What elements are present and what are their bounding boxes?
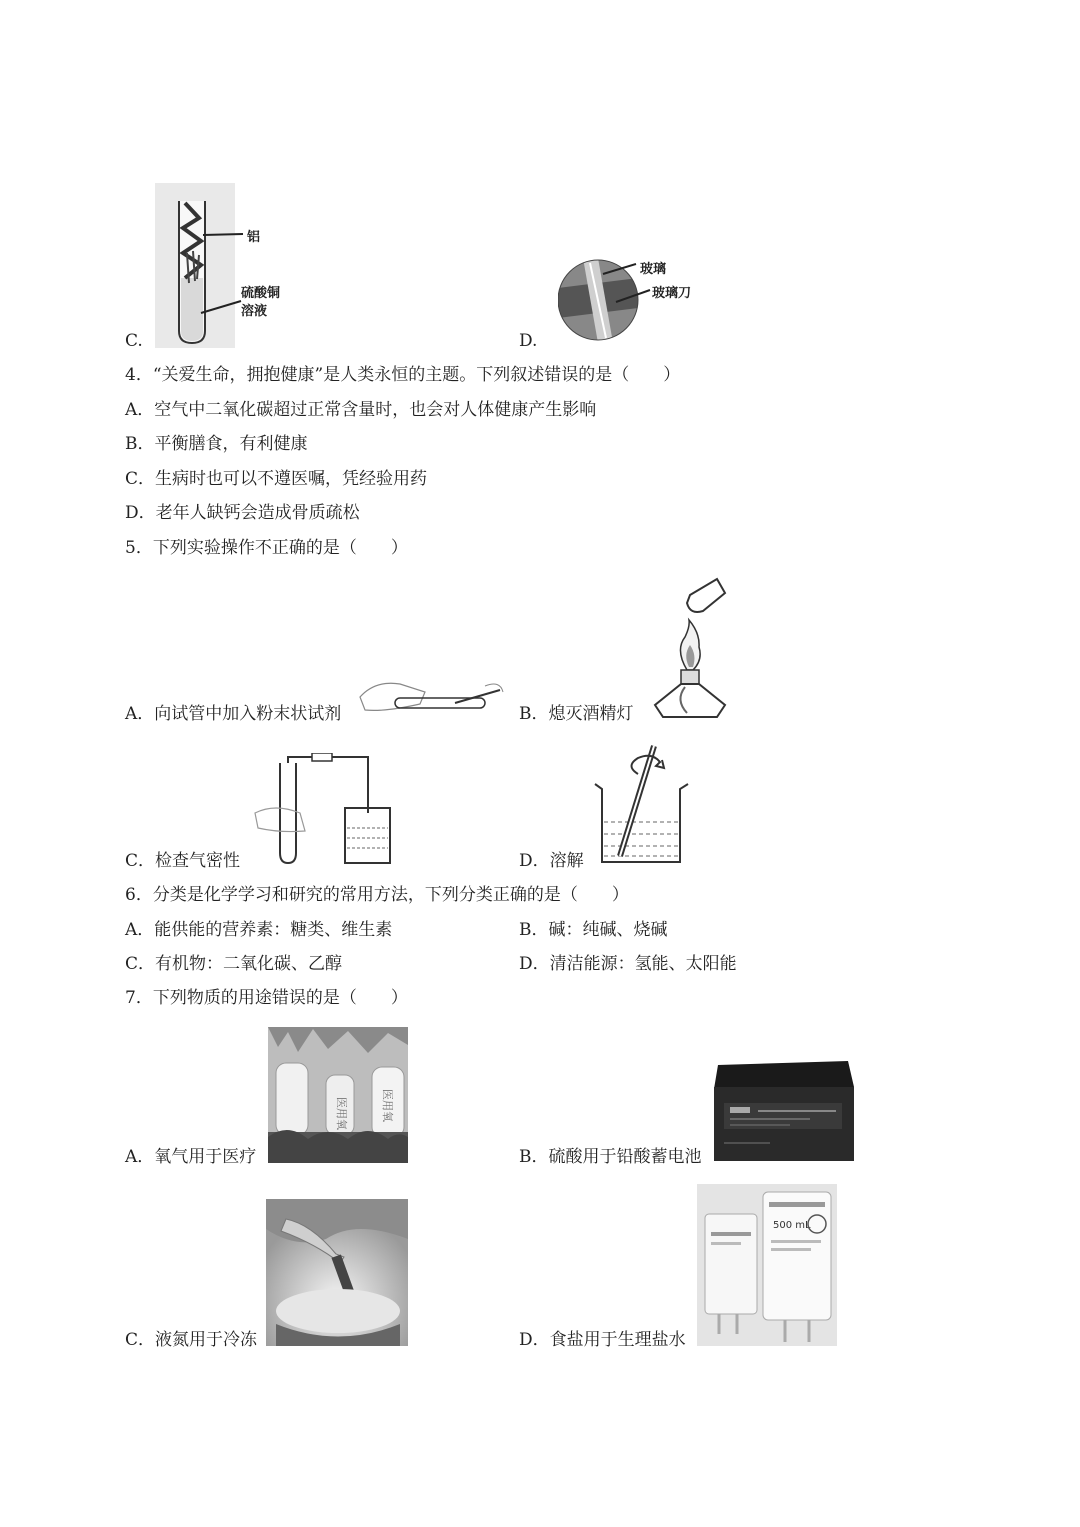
label-glass: 玻璃 [640, 262, 667, 277]
option-c-label: C. [125, 331, 143, 351]
question-4-stem: 4．“关爱生命，拥抱健康”是人类永恒的主题。下列叙述错误的是（ ） [125, 365, 681, 385]
question-7-option-d: D．食盐用于生理盐水 [519, 1330, 686, 1350]
tank-2-text: 医用氧 [381, 1089, 394, 1122]
question-5-option-d: D．溶解 [519, 851, 584, 871]
question-5-option-a: A．向试管中加入粉末状试剂 [125, 704, 342, 724]
question-7-option-b: B．硫酸用于铅酸蓄电池 [519, 1147, 702, 1167]
liquid-nitrogen-photo [266, 1199, 408, 1346]
test-tube-aluminum-figure [155, 183, 295, 348]
question-5-stem: 5．下列实验操作不正确的是（ ） [125, 538, 408, 558]
option-d-label: D. [519, 331, 538, 351]
question-5-option-c: C．检查气密性 [125, 851, 241, 871]
label-copper-sulfate: 硫酸铜 [241, 286, 281, 301]
question-7-option-a: A．氧气用于医疗 [125, 1147, 257, 1167]
medical-oxygen-tanks-photo [268, 1027, 408, 1163]
question-6-option-a: A．能供能的营养素：糖类、维生素 [125, 920, 393, 940]
label-glass-cutter: 玻璃刀 [652, 286, 692, 301]
airtightness-check-figure [250, 753, 410, 868]
question-6-option-d: D．清洁能源：氢能、太阳能 [519, 954, 737, 974]
question-6-option-b: B．碱：纯碱、烧碱 [519, 920, 668, 940]
iv-volume-text: 500 mL [773, 1220, 811, 1231]
alcohol-lamp-figure [645, 575, 735, 725]
question-5-option-b: B．熄灭酒精灯 [519, 704, 634, 724]
label-aluminum: 铝 [247, 230, 261, 245]
label-solution: 溶液 [241, 304, 268, 319]
question-6-stem: 6．分类是化学学习和研究的常用方法，下列分类正确的是（ ） [125, 885, 629, 905]
saline-iv-bags-photo [697, 1184, 837, 1346]
question-4-option-b: B．平衡膳食，有利健康 [125, 434, 308, 454]
question-6-option-c: C．有机物：二氧化碳、乙醇 [125, 954, 343, 974]
lead-acid-battery-photo [710, 1057, 856, 1163]
dissolving-beaker-figure [590, 744, 700, 869]
question-4-option-a: A．空气中二氧化碳超过正常含量时，也会对人体健康产生影响 [125, 400, 597, 420]
tank-1-text: 医用氧 [335, 1097, 348, 1130]
question-4-option-c: C．生病时也可以不遵医嘱，凭经验用药 [125, 469, 428, 489]
question-4-option-d: D．老年人缺钙会造成骨质疏松 [125, 503, 360, 523]
question-7-option-c: C．液氮用于冷冻 [125, 1330, 258, 1350]
powder-into-test-tube-figure [355, 672, 505, 722]
question-7-stem: 7．下列物质的用途错误的是（ ） [125, 988, 408, 1008]
